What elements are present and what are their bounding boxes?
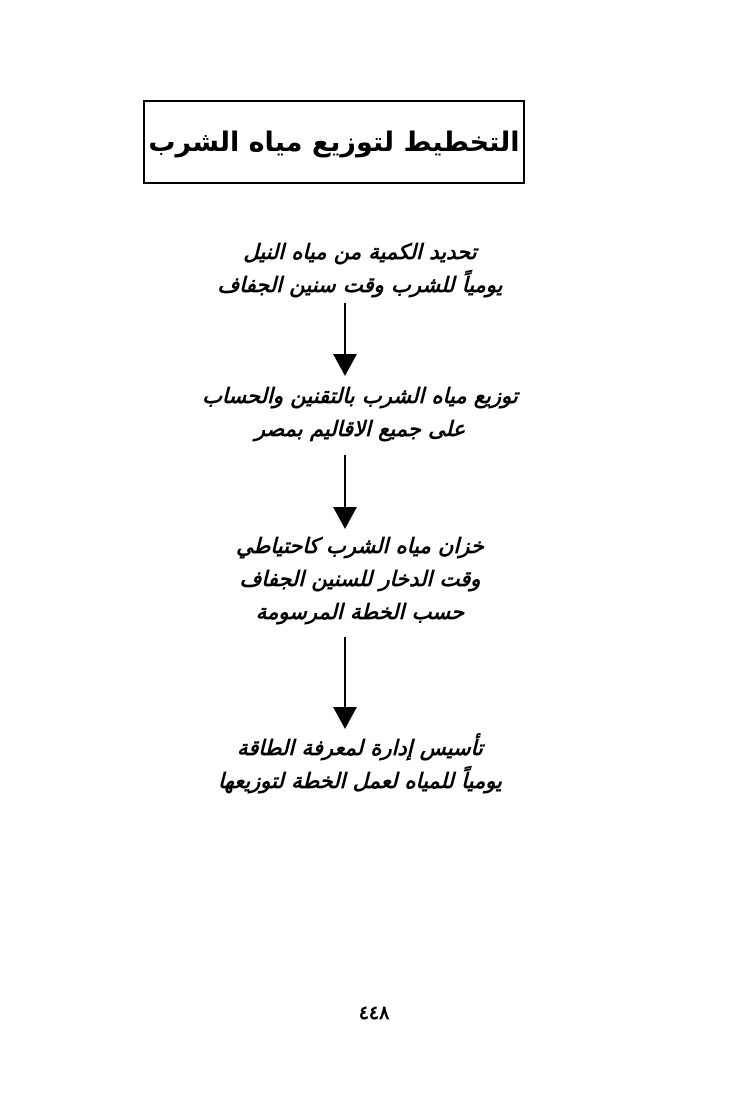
page-number: ٤٤٨ bbox=[358, 1002, 390, 1024]
title-box bbox=[143, 100, 525, 184]
arrow-down-icon bbox=[333, 455, 357, 529]
step-1-line-1: تحديد الكمية من مياه النيل bbox=[243, 240, 477, 264]
step-4-box bbox=[150, 732, 570, 798]
step-4-line-2: يومياً للمياه لعمل الخطة لتوزيعها bbox=[218, 769, 502, 793]
arrow-down-icon bbox=[333, 303, 357, 376]
step-1-line-2: يومياً للشرب وقت سنين الجفاف bbox=[217, 273, 503, 297]
step-3-line-3: حسب الخطة المرسومة bbox=[255, 600, 465, 624]
step-3-line-2: وقت الدخار للسنين الجفاف bbox=[239, 567, 481, 591]
step-2-line-2: على جميع الاقاليم بمصر bbox=[254, 417, 466, 441]
step-3-box bbox=[150, 530, 570, 629]
arrow-down-icon bbox=[333, 637, 357, 729]
step-3-line-1: خزان مياه الشرب كاحتياطي bbox=[236, 534, 484, 558]
step-2-box bbox=[150, 380, 570, 446]
diagram-title: التخطيط لتوزيع مياه الشرب bbox=[148, 126, 520, 158]
step-1-box bbox=[150, 236, 570, 302]
step-2-line-1: توزيع مياه الشرب بالتقنين والحساب bbox=[202, 384, 518, 408]
step-4-line-1: تأسيس إدارة لمعرفة الطاقة bbox=[237, 736, 483, 760]
